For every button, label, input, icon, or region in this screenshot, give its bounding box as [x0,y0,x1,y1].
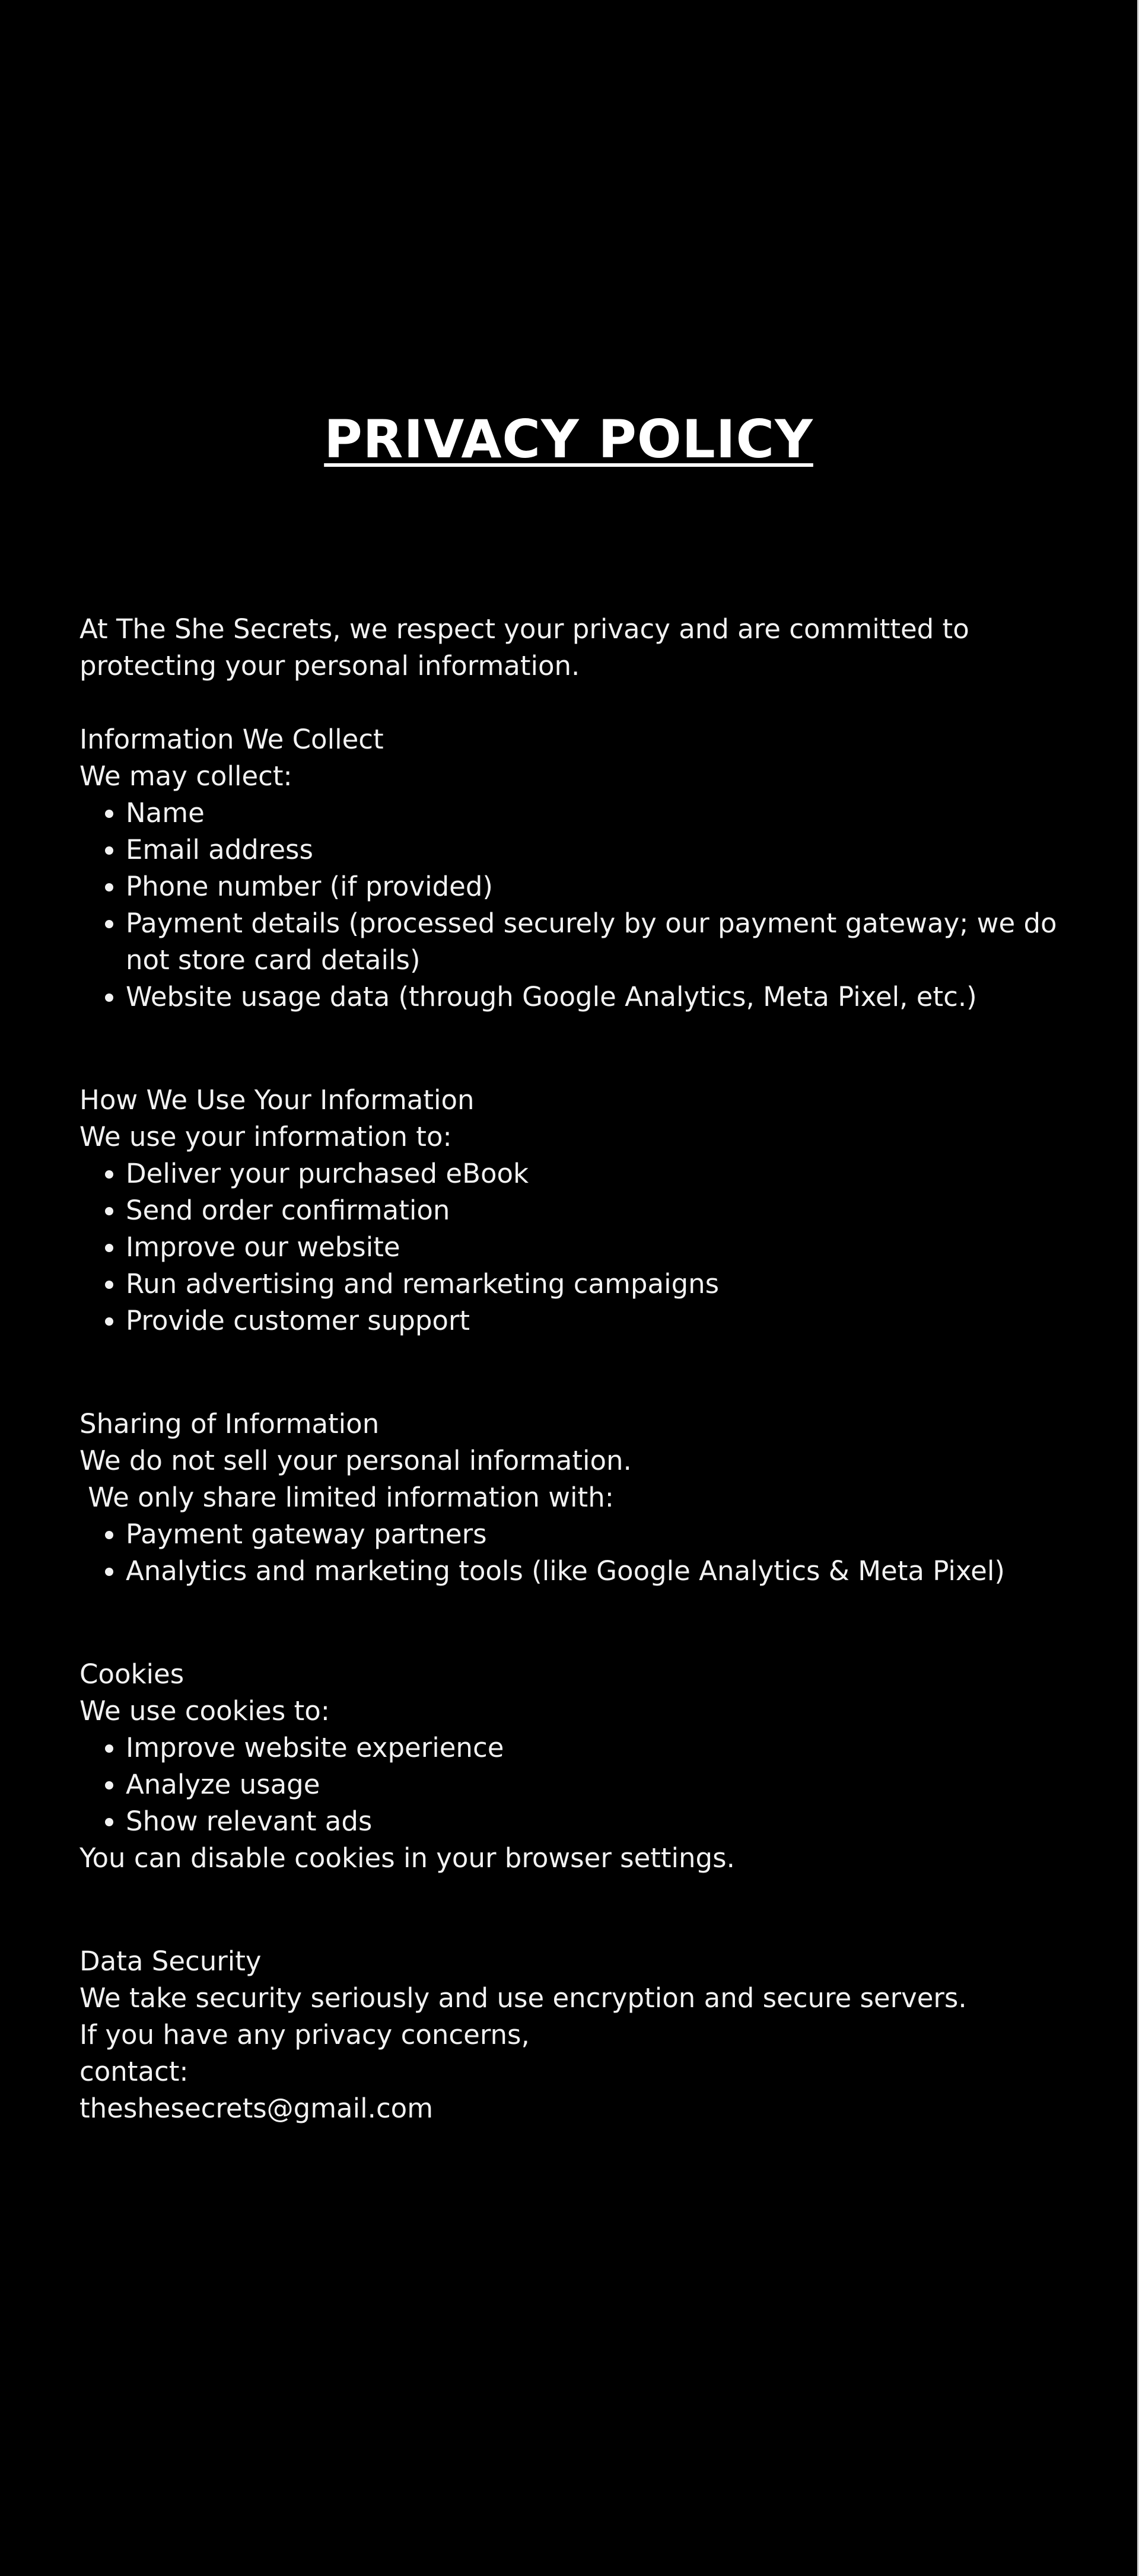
spacer [79,1015,1064,1082]
bullet-list [79,1730,1064,1840]
list-item: • Send order confirmation [126,1192,1064,1229]
list-item: • Deliver your purchased eBook [126,1155,1064,1192]
page-title [0,407,1137,472]
list-item: • Name [126,795,1064,832]
contact-email: theshesecrets@gmail.com [79,2093,434,2124]
section-how-we-use [79,1082,1064,1339]
section-information-we-collect [79,721,1064,1015]
list-item: • Run advertising and remarketing campaigns [126,1266,1064,1303]
list-item: • Show relevant ads [126,1803,1064,1840]
section-line: We take security seriously and use encryption and secure servers. [79,1982,967,2014]
spacer [79,1339,1064,1406]
section-lead: We do not sell your personal information. [79,1445,632,1476]
list-item: • Phone number (if provided) [126,868,1064,905]
bullet-list [79,795,1064,1015]
list-item: • Improve website experience [126,1730,1064,1766]
list-item: • Improve our website [126,1229,1064,1266]
list-item: • Analyze usage [126,1766,1064,1803]
spacer [79,1877,1064,1943]
section-line: contact: [79,2056,189,2087]
list-item: • Payment gateway partners [126,1516,1064,1553]
spacer [79,1590,1064,1656]
list-item: • Website usage data (through Google Analytics, Meta Pixel, etc.) [126,979,1064,1015]
policy-content [79,611,1064,2127]
list-item: • Analytics and marketing tools (like Google Analytics & Meta Pixel) [126,1553,1064,1590]
section-heading: Information We Collect [79,724,384,755]
section-sharing [79,1406,1064,1590]
list-item: • Payment details (processed securely by our payment gateway; we do not store card details) [126,905,1064,979]
section-heading: Sharing of Information [79,1408,380,1440]
section-lead: We use your information to: [79,1121,452,1152]
section-line: If you have any privacy concerns, [79,2019,530,2050]
page-title-text: PRIVACY POLICY [324,409,813,470]
bullet-list [79,1516,1064,1590]
section-after: You can disable cookies in your browser settings. [79,1842,735,1874]
list-item: • Email address [126,832,1064,868]
section-lead: We use cookies to: [79,1695,330,1727]
section-heading: How We Use Your Information [79,1084,475,1116]
bullet-list [79,1155,1064,1339]
list-item: • Provide customer support [126,1303,1064,1339]
intro-paragraph: At The She Secrets, we respect your privacy and are committed to protecting your personal information. [79,613,969,682]
section-lead: We may collect: [79,760,292,792]
spacer [79,684,1064,721]
section-cookies [79,1656,1064,1877]
section-lead-2: We only share limited information with: [79,1482,614,1513]
section-heading: Cookies [79,1658,184,1690]
section-heading: Data Security [79,1945,262,1977]
section-data-security [79,1943,1064,2127]
